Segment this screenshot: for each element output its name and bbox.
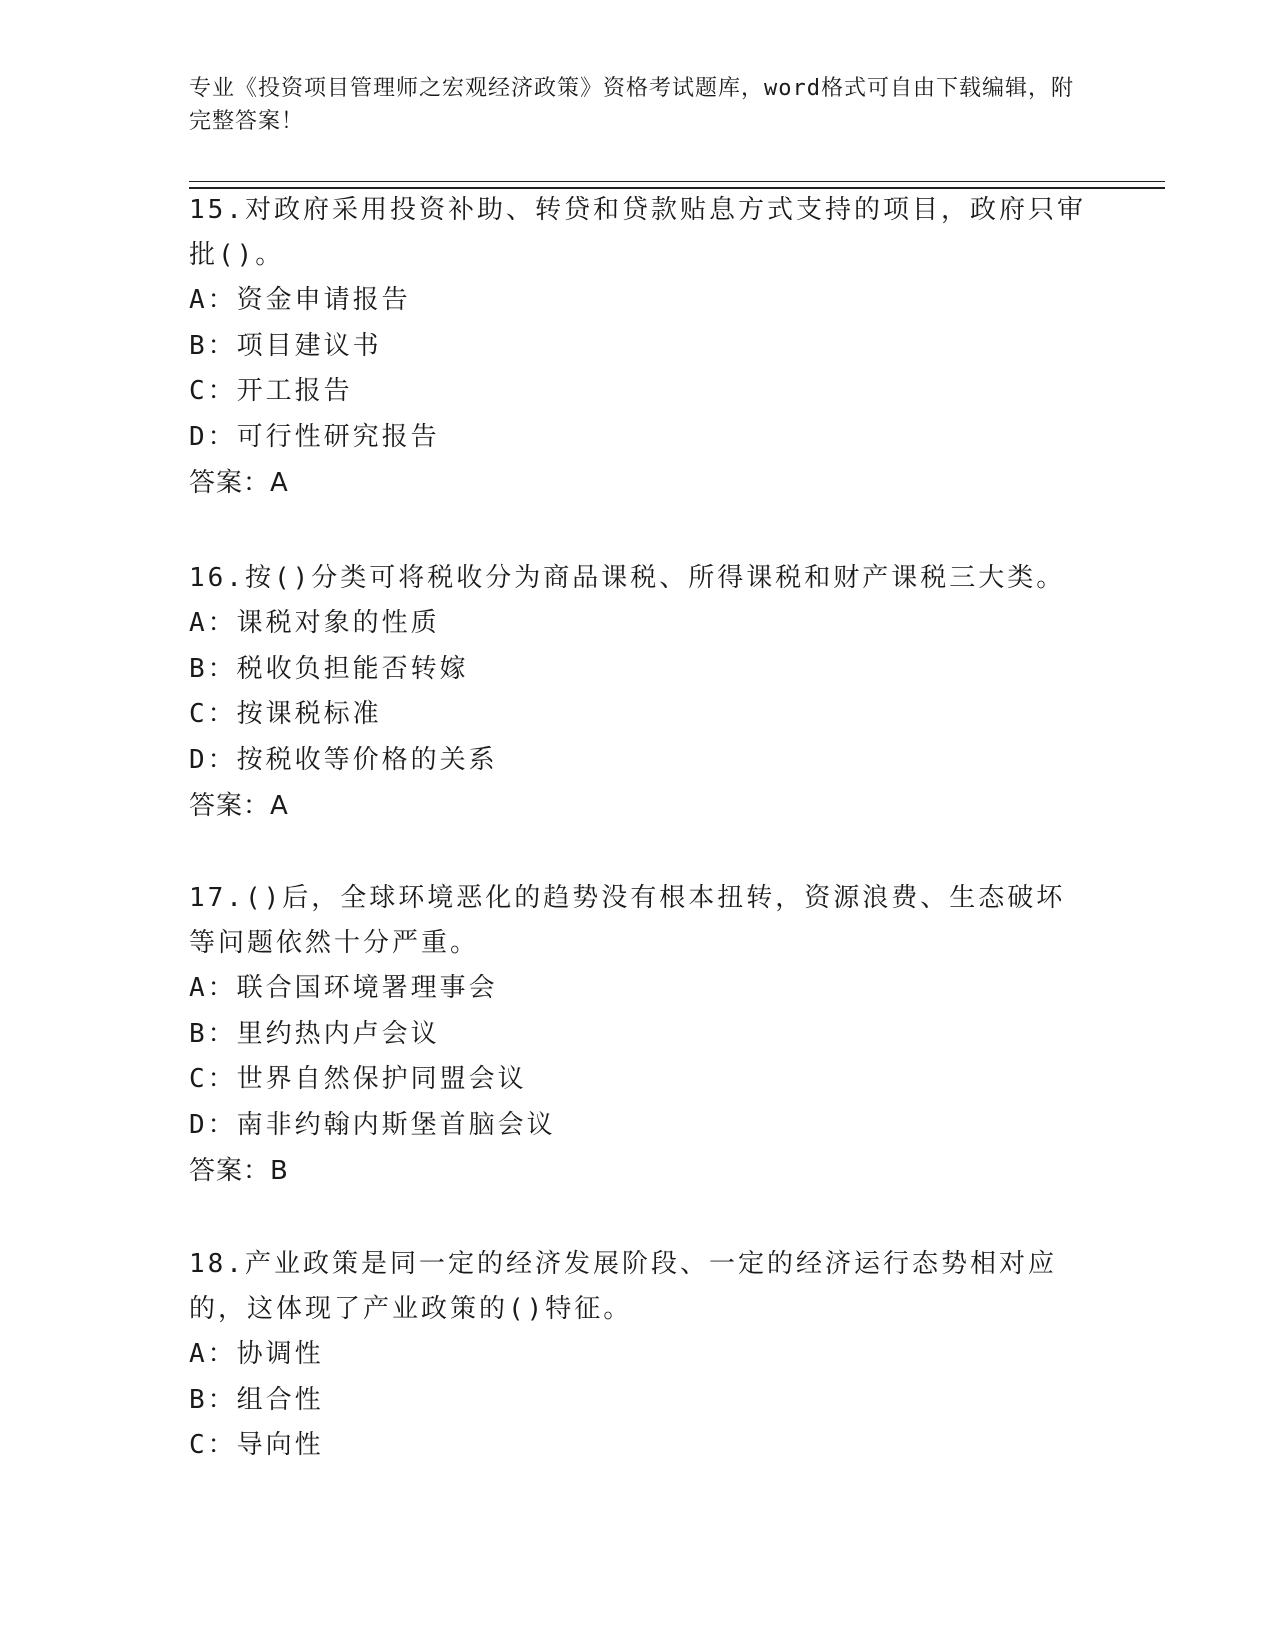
option-d: D：按税收等价格的关系 (189, 744, 498, 775)
question-18 (189, 1242, 1089, 1469)
option-c: C：世界自然保护同盟会议 (189, 1064, 527, 1094)
option-a: A：资金申请报告 (189, 285, 411, 315)
option-a: A：课税对象的性质 (189, 608, 440, 638)
option-d: D：可行性研究报告 (189, 421, 440, 452)
answer: 答案：B (189, 1156, 289, 1186)
option-a: A：联合国环境署理事会 (189, 973, 498, 1003)
option-b: B：项目建议书 (189, 330, 382, 361)
header-divider-thin (189, 181, 1165, 182)
option-d: D：南非约翰内斯堡首脑会议 (189, 1109, 556, 1140)
question-stem: 17.()后，全球环境恶化的趋势没有根本扭转，资源浪费、生态破坏等问题依然十分严重。 (189, 883, 1066, 958)
question-17 (189, 876, 1089, 1194)
option-b: B：组合性 (189, 1384, 324, 1415)
option-a: A：协调性 (189, 1339, 324, 1369)
question-stem: 16.按()分类可将税收分为商品课税、所得课税和财产课税三大类。 (189, 563, 1066, 593)
option-b: B：税收负担能否转嫁 (189, 653, 469, 684)
question-16 (189, 556, 1089, 829)
question-15 (189, 188, 1089, 506)
option-c: C：导向性 (189, 1430, 324, 1460)
answer: 答案：A (189, 468, 289, 498)
answer: 答案：A (189, 791, 289, 821)
option-c: C：按课税标准 (189, 699, 382, 729)
question-stem: 18.产业政策是同一定的经济发展阶段、一定的经济运行态势相对应的，这体现了产业政策的()特征。 (189, 1249, 1057, 1324)
document-header: 专业《投资项目管理师之宏观经济政策》资格考试题库，word格式可自由下载编辑，附完整答案！ (189, 76, 1074, 134)
option-b: B：里约热内卢会议 (189, 1018, 440, 1049)
option-c: C：开工报告 (189, 376, 353, 406)
question-stem: 15.对政府采用投资补助、转贷和贷款贴息方式支持的项目，政府只审批()。 (189, 195, 1086, 270)
